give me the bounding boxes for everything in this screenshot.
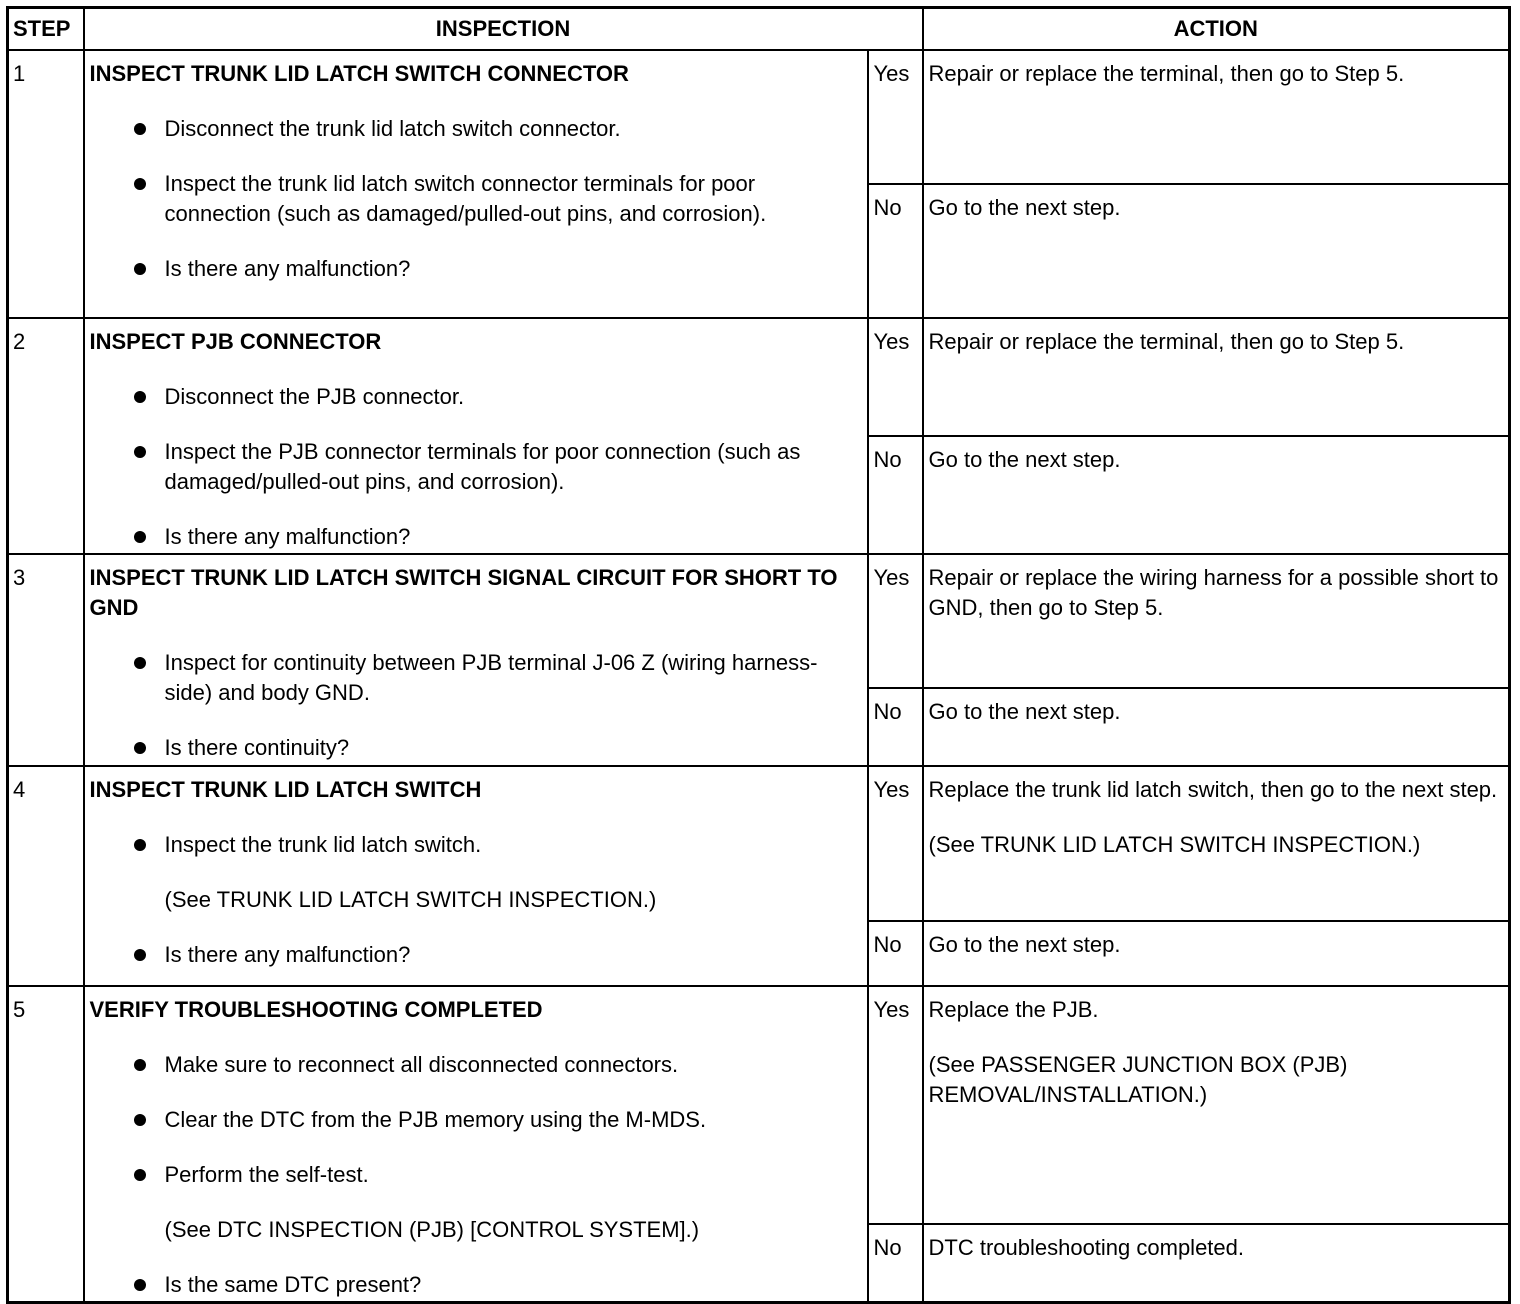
step-title: INSPECT TRUNK LID LATCH SWITCH SIGNAL CIRCUIT FOR SHORT TO GND (89, 565, 838, 620)
inspection-list (90, 1050, 862, 1300)
no-action (923, 688, 1510, 766)
action-text: Replace the PJB. (928, 997, 1099, 1022)
inspection-list (90, 830, 862, 970)
step-inspection (84, 986, 868, 1302)
action-text: Go to the next step. (928, 699, 1121, 724)
item-text: Disconnect the trunk lid latch switch connector. (164, 116, 621, 141)
step-inspection (84, 554, 868, 766)
action-text: Repair or replace the terminal, then go to Step 5. (928, 329, 1405, 354)
inspection-item (90, 1160, 862, 1190)
bullet-icon (134, 742, 146, 754)
step-number: 2 (8, 318, 84, 554)
no-action (923, 921, 1510, 986)
yes-action (923, 986, 1510, 1224)
item-text: Inspect for continuity between PJB terminal J-06 Z (wiring harness-side) and body GND. (164, 650, 818, 705)
item-text: Clear the DTC from the PJB memory using the M-MDS. (164, 1107, 707, 1132)
step-title: INSPECT PJB CONNECTOR (89, 329, 382, 354)
yes-label: Yes (868, 50, 923, 184)
inspection-item (90, 169, 862, 229)
inspection-item (90, 830, 862, 860)
inspection-header: INSPECTION (84, 8, 923, 51)
bullet-icon (134, 1279, 146, 1291)
bullet-icon (134, 839, 146, 851)
step-number: 1 (8, 50, 84, 318)
action-text: (See TRUNK LID LATCH SWITCH INSPECTION.) (928, 832, 1421, 857)
item-text: Is there any malfunction? (164, 942, 411, 967)
table-body (8, 50, 1510, 1302)
bullet-icon (134, 949, 146, 961)
step-title: INSPECT TRUNK LID LATCH SWITCH (89, 777, 482, 802)
action-text: DTC troubleshooting completed. (928, 1235, 1244, 1260)
inspection-list (90, 648, 862, 763)
step-row-yes (8, 318, 1510, 436)
inspection-item (90, 648, 862, 708)
yes-label: Yes (868, 766, 923, 921)
bullet-icon (134, 446, 146, 458)
bullet-icon (134, 263, 146, 275)
no-label: No (868, 184, 923, 318)
yes-label: Yes (868, 318, 923, 436)
action-text: Go to the next step. (928, 932, 1121, 957)
step-header: STEP (8, 8, 84, 51)
yes-label: Yes (868, 986, 923, 1224)
step-row-yes (8, 986, 1510, 1224)
troubleshooting-table (6, 6, 1511, 1304)
no-action (923, 1224, 1510, 1302)
inspection-item (90, 1050, 862, 1080)
inspection-item (90, 1105, 862, 1135)
item-text: Inspect the PJB connector terminals for poor connection (such as damaged/pulled-out pins, and corrosion). (164, 439, 801, 494)
action-text: Go to the next step. (928, 195, 1121, 220)
action-text: Go to the next step. (928, 447, 1121, 472)
inspection-item (90, 733, 862, 763)
no-action (923, 184, 1510, 318)
yes-action (923, 50, 1510, 184)
action-text: Repair or replace the terminal, then go to Step 5. (928, 61, 1405, 86)
item-text: (See DTC INSPECTION (PJB) [CONTROL SYSTEM].) (164, 1217, 700, 1242)
bullet-icon (134, 1114, 146, 1126)
inspection-note (90, 885, 862, 915)
inspection-item (90, 1270, 862, 1300)
yes-action (923, 766, 1510, 921)
item-text: Is the same DTC present? (164, 1272, 422, 1297)
no-label: No (868, 688, 923, 766)
inspection-list (90, 382, 862, 552)
inspection-note (90, 1215, 862, 1245)
bullet-icon (134, 178, 146, 190)
action-text: Repair or replace the wiring harness for a possible short to GND, then go to Step 5. (928, 565, 1499, 620)
step-inspection (84, 766, 868, 986)
step-number: 4 (8, 766, 84, 986)
action-text: (See PASSENGER JUNCTION BOX (PJB) REMOVAL/INSTALLATION.) (928, 1052, 1348, 1107)
bullet-icon (134, 531, 146, 543)
yes-action (923, 554, 1510, 688)
step-inspection (84, 50, 868, 318)
yes-label: Yes (868, 554, 923, 688)
no-label: No (868, 921, 923, 986)
inspection-item (90, 940, 862, 970)
step-number: 5 (8, 986, 84, 1302)
header-row (8, 8, 1510, 51)
inspection-item (90, 114, 862, 144)
step-row-yes (8, 766, 1510, 921)
step-title: INSPECT TRUNK LID LATCH SWITCH CONNECTOR (89, 61, 629, 86)
step-row-yes (8, 554, 1510, 688)
item-text: Is there any malfunction? (164, 256, 411, 281)
bullet-icon (134, 1169, 146, 1181)
inspection-item (90, 437, 862, 497)
bullet-icon (134, 657, 146, 669)
item-text: Make sure to reconnect all disconnected connectors. (164, 1052, 679, 1077)
item-text: Is there any malfunction? (164, 524, 411, 549)
bullet-icon (134, 391, 146, 403)
item-text: Inspect the trunk lid latch switch. (164, 832, 482, 857)
bullet-icon (134, 123, 146, 135)
inspection-list (90, 114, 862, 284)
inspection-item (90, 254, 862, 284)
item-text: Perform the self-test. (164, 1162, 369, 1187)
inspection-item (90, 522, 862, 552)
step-row-yes (8, 50, 1510, 184)
no-label: No (868, 1224, 923, 1302)
item-text: (See TRUNK LID LATCH SWITCH INSPECTION.) (164, 887, 657, 912)
item-text: Is there continuity? (164, 735, 350, 760)
bullet-icon (134, 1059, 146, 1071)
no-action (923, 436, 1510, 554)
step-inspection (84, 318, 868, 554)
no-label: No (868, 436, 923, 554)
step-number: 3 (8, 554, 84, 766)
action-text: Replace the trunk lid latch switch, then go to the next step. (928, 777, 1498, 802)
yes-action (923, 318, 1510, 436)
inspection-item (90, 382, 862, 412)
step-title: VERIFY TROUBLESHOOTING COMPLETED (89, 997, 543, 1022)
item-text: Inspect the trunk lid latch switch connector terminals for poor connection (such as damaged/pulled-out pins, and corrosion). (164, 171, 767, 226)
action-header: ACTION (923, 8, 1510, 51)
item-text: Disconnect the PJB connector. (164, 384, 465, 409)
